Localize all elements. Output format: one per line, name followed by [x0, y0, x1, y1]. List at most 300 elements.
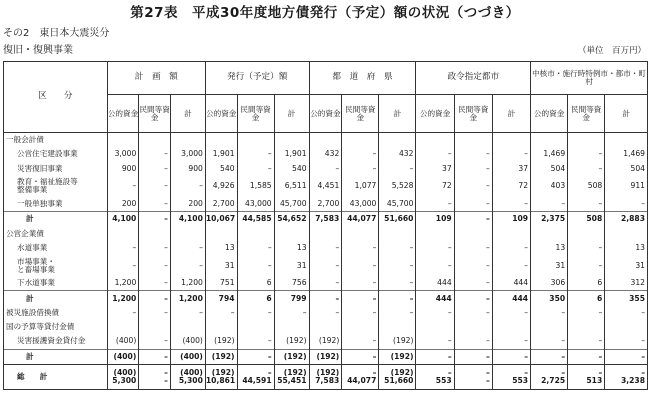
table-body — [4, 133, 648, 390]
row-value — [605, 133, 648, 148]
row-value: (192) — [205, 349, 237, 364]
row-value: 13 — [605, 241, 648, 255]
row-value: 13 — [205, 241, 237, 255]
row-value — [454, 133, 492, 148]
row-value-main: 553 — [435, 375, 452, 385]
row-value: 751 — [205, 276, 237, 291]
row-value — [492, 226, 530, 240]
row-label: 計 — [4, 212, 108, 227]
row-value: – — [568, 147, 605, 161]
row-value: (192) — [309, 349, 342, 364]
row-value — [237, 133, 274, 148]
row-value: 31 — [205, 255, 237, 276]
row-value — [274, 364, 309, 389]
row-label: 国の予算等貸付金債 — [4, 320, 108, 334]
row-value: 72 — [416, 176, 454, 197]
row-value-paren: – — [486, 367, 490, 377]
row-value: 1,469 — [531, 147, 568, 161]
row-value — [379, 364, 416, 389]
subheader-cell: 民間等資金 — [139, 95, 171, 133]
row-value: – — [139, 334, 171, 349]
row-value: 1,077 — [342, 176, 379, 197]
row-value: 911 — [605, 176, 648, 197]
row-value: 794 — [205, 291, 237, 306]
row-value — [170, 320, 205, 334]
row-value: 37 — [492, 162, 530, 176]
row-value: – — [492, 334, 530, 349]
row-value: – — [139, 291, 171, 306]
table-row — [4, 255, 648, 276]
row-value: 799 — [274, 291, 309, 306]
row-value: – — [492, 349, 530, 364]
row-value: – — [139, 255, 171, 276]
row-value: 540 — [274, 162, 309, 176]
row-value: 756 — [274, 276, 309, 291]
row-value: (192) — [274, 334, 309, 349]
row-value: – — [379, 291, 416, 306]
row-value: – — [568, 197, 605, 212]
row-label: 災害援護資金貸付金 — [4, 334, 108, 349]
row-value — [454, 320, 492, 334]
row-value: 6 — [568, 276, 605, 291]
row-value: 4,100 — [170, 212, 205, 227]
row-value: – — [170, 241, 205, 255]
row-value: – — [139, 276, 171, 291]
row-value — [342, 133, 379, 148]
row-value — [568, 133, 605, 148]
row-value: 312 — [605, 276, 648, 291]
row-value: – — [342, 349, 379, 364]
table-row — [4, 147, 648, 161]
row-value — [170, 226, 205, 240]
row-value: – — [342, 241, 379, 255]
row-value-paren: – — [447, 367, 452, 377]
row-value — [416, 320, 454, 334]
table-row — [4, 176, 648, 197]
row-value — [379, 133, 416, 148]
row-value — [531, 226, 568, 240]
row-value: – — [139, 349, 171, 364]
row-value-paren: (400) — [113, 367, 137, 377]
row-value: 1,469 — [605, 147, 648, 161]
row-value: – — [454, 291, 492, 306]
row-value: 1,901 — [274, 147, 309, 161]
row-value: 31 — [605, 255, 648, 276]
row-value: – — [309, 162, 342, 176]
row-value — [170, 364, 205, 389]
row-value: 6 — [237, 276, 274, 291]
row-value: – — [139, 306, 171, 320]
section-label: 復旧・復興事業 — [3, 45, 73, 56]
row-value: 1,200 — [170, 291, 205, 306]
row-value — [454, 364, 492, 389]
row-value: 5,528 — [379, 176, 416, 197]
row-value: 2,883 — [605, 212, 648, 227]
row-value: – — [107, 241, 139, 255]
row-value-paren: – — [641, 367, 645, 377]
row-value-main: 44,077 — [347, 375, 377, 385]
subheader-cell: 公的資金 — [309, 95, 342, 133]
subheader-cell: 民間等資金 — [454, 95, 492, 133]
row-value: – — [139, 241, 171, 255]
row-value: 4,451 — [309, 176, 342, 197]
row-value — [379, 320, 416, 334]
row-value: 54,652 — [274, 212, 309, 227]
row-value: 6 — [237, 291, 274, 306]
row-value: 10,067 — [205, 212, 237, 227]
row-value: (192) — [309, 334, 342, 349]
row-value: – — [379, 241, 416, 255]
subheader-cell: 民間等資金 — [342, 95, 379, 133]
row-value: – — [568, 241, 605, 255]
row-value-paren: (192) — [211, 367, 235, 377]
table-row — [4, 291, 648, 306]
row-label: 下水道事業 — [4, 276, 108, 291]
row-value — [605, 226, 648, 240]
row-value: 44,077 — [342, 212, 379, 227]
row-value — [107, 320, 139, 334]
row-value — [568, 226, 605, 240]
row-value — [492, 133, 530, 148]
row-value: 350 — [531, 291, 568, 306]
row-value — [205, 133, 237, 148]
row-value: 3,000 — [107, 147, 139, 161]
row-value-main: 10,861 — [205, 375, 236, 385]
row-value: (192) — [379, 349, 416, 364]
row-value: – — [379, 306, 416, 320]
row-value: – — [342, 306, 379, 320]
row-value: – — [416, 255, 454, 276]
row-value: 355 — [605, 291, 648, 306]
row-value-main: 513 — [586, 375, 603, 385]
row-value: 504 — [605, 162, 648, 176]
row-value: 43,000 — [237, 197, 274, 212]
row-value: – — [605, 334, 648, 349]
row-value: 6,511 — [274, 176, 309, 197]
row-value-main: – — [164, 375, 168, 385]
row-value: 1,901 — [205, 147, 237, 161]
row-value-main: 5,300 — [178, 375, 203, 385]
row-value: – — [605, 197, 648, 212]
row-value-main: 51,660 — [384, 375, 414, 385]
row-value: 45,700 — [274, 197, 309, 212]
row-value-paren: – — [164, 367, 168, 377]
row-value: – — [139, 212, 171, 227]
row-value: – — [309, 306, 342, 320]
row-value — [107, 226, 139, 240]
table-row — [4, 349, 648, 364]
row-value: 444 — [492, 276, 530, 291]
row-value: – — [492, 306, 530, 320]
table-row — [4, 364, 648, 389]
row-value — [309, 226, 342, 240]
row-value: – — [107, 306, 139, 320]
row-label: 被災施設借換債 — [4, 306, 108, 320]
row-value: – — [416, 147, 454, 161]
table-row — [4, 241, 648, 255]
row-value: (400) — [170, 334, 205, 349]
row-value — [492, 364, 530, 389]
row-value: – — [416, 306, 454, 320]
subheader-cell: 公的資金 — [107, 95, 139, 133]
row-value: (400) — [170, 349, 205, 364]
row-value: – — [568, 306, 605, 320]
row-value: – — [237, 255, 274, 276]
row-value — [107, 364, 139, 389]
row-value: – — [342, 147, 379, 161]
row-value: – — [342, 291, 379, 306]
table-row — [4, 306, 648, 320]
row-value: 200 — [107, 197, 139, 212]
row-value: (400) — [107, 349, 139, 364]
table-row — [4, 226, 648, 240]
row-value: – — [379, 255, 416, 276]
row-value: – — [454, 197, 492, 212]
row-value: 444 — [416, 276, 454, 291]
row-value: – — [531, 334, 568, 349]
row-value — [492, 320, 530, 334]
row-label: 水道事業 — [4, 241, 108, 255]
row-value: – — [237, 147, 274, 161]
row-value: 45,700 — [379, 197, 416, 212]
row-value: – — [605, 306, 648, 320]
row-value: – — [342, 162, 379, 176]
row-value: – — [379, 162, 416, 176]
row-value — [170, 133, 205, 148]
row-value: – — [237, 162, 274, 176]
row-value-paren: – — [372, 367, 377, 377]
row-value: – — [531, 349, 568, 364]
row-value-paren: (400) — [180, 367, 203, 377]
row-value: – — [531, 197, 568, 212]
row-value: – — [170, 306, 205, 320]
table-row — [4, 212, 648, 227]
row-value: 900 — [107, 162, 139, 176]
row-value: – — [274, 306, 309, 320]
row-value — [342, 226, 379, 240]
subheader-cell: 計 — [170, 95, 205, 133]
row-value-paren: (192) — [390, 367, 414, 377]
row-value: 1,200 — [170, 276, 205, 291]
row-value: – — [309, 255, 342, 276]
row-label: 計 — [4, 349, 108, 364]
row-value: 508 — [568, 176, 605, 197]
row-value: – — [568, 162, 605, 176]
row-value: – — [492, 241, 530, 255]
row-value-main: 553 — [512, 375, 529, 385]
subheader-cell: 計 — [379, 95, 416, 133]
row-value: 2,375 — [531, 212, 568, 227]
row-value: – — [568, 349, 605, 364]
row-value — [379, 226, 416, 240]
subheader-cell: 計 — [605, 95, 648, 133]
row-value: – — [170, 176, 205, 197]
row-value-paren: – — [524, 367, 529, 377]
row-label: 災害復旧事業 — [4, 162, 108, 176]
header-category: 区 分 — [4, 62, 108, 133]
row-value: – — [416, 241, 454, 255]
row-value — [139, 133, 171, 148]
row-value — [605, 320, 648, 334]
page-title: 第27表 平成30年度地方債発行（予定）額の状況（つづき） — [130, 5, 520, 21]
row-label: 一般単独事業 — [4, 197, 108, 212]
row-value: – — [492, 255, 530, 276]
table-row — [4, 197, 648, 212]
row-value — [416, 133, 454, 148]
row-value: – — [454, 212, 492, 227]
row-value: – — [139, 162, 171, 176]
row-value — [568, 320, 605, 334]
table-row — [4, 276, 648, 291]
row-value: – — [237, 241, 274, 255]
row-value: – — [454, 276, 492, 291]
row-value: 13 — [274, 241, 309, 255]
row-value: 432 — [379, 147, 416, 161]
row-value: (400) — [107, 334, 139, 349]
subtitle: その2 東日本大震災分 — [3, 28, 110, 39]
header-group-designated-city: 政令指定都市 — [416, 62, 531, 95]
row-value — [531, 133, 568, 148]
row-value — [309, 320, 342, 334]
row-value-paren: (192) — [316, 367, 340, 377]
subheader-cell: 計 — [274, 95, 309, 133]
row-value: – — [237, 349, 274, 364]
row-value: – — [605, 349, 648, 364]
row-value: – — [309, 276, 342, 291]
row-value — [274, 133, 309, 148]
row-value: 900 — [170, 162, 205, 176]
row-value: 7,583 — [309, 212, 342, 227]
row-label: 総 計 — [4, 364, 108, 389]
bond-issuance-table — [3, 61, 648, 390]
row-value: 6 — [568, 291, 605, 306]
row-label: 公営住宅建設事業 — [4, 147, 108, 161]
row-value: (192) — [274, 349, 309, 364]
row-value: – — [454, 241, 492, 255]
row-value — [454, 226, 492, 240]
row-value: 306 — [531, 276, 568, 291]
row-value: – — [416, 197, 454, 212]
row-label: 計 — [4, 291, 108, 306]
row-value — [274, 320, 309, 334]
row-value: 540 — [205, 162, 237, 176]
header-group-issued: 発行（予定）額 — [205, 62, 309, 95]
row-value: – — [309, 241, 342, 255]
subheader-cell: 公的資金 — [205, 95, 237, 133]
row-value: 51,660 — [379, 212, 416, 227]
row-value-main: 55,451 — [277, 375, 307, 385]
row-value: – — [107, 255, 139, 276]
row-value-paren: – — [598, 367, 603, 377]
row-value-main: 2,725 — [541, 375, 566, 385]
row-value: – — [454, 162, 492, 176]
row-value — [416, 364, 454, 389]
row-value: 444 — [492, 291, 530, 306]
row-value: – — [139, 197, 171, 212]
subheader-cell: 計 — [492, 95, 530, 133]
row-value — [531, 320, 568, 334]
row-value — [205, 226, 237, 240]
row-value: 109 — [492, 212, 530, 227]
row-value: – — [454, 306, 492, 320]
row-value: – — [454, 147, 492, 161]
row-value-paren: (192) — [283, 367, 307, 377]
row-value: – — [454, 255, 492, 276]
row-value-main: 44,591 — [242, 375, 272, 385]
subheader-cell: 民間等資金 — [237, 95, 274, 133]
row-label: 市場事業・ と畜場事業 — [4, 255, 108, 276]
row-label: 公営企業債 — [4, 226, 108, 240]
row-value — [107, 133, 139, 148]
row-value — [139, 226, 171, 240]
row-value — [309, 364, 342, 389]
row-value: 4,926 — [205, 176, 237, 197]
row-value: 444 — [416, 291, 454, 306]
row-value: – — [205, 306, 237, 320]
row-value: – — [454, 334, 492, 349]
header-group-municipality: 中核市・施行時特例市・都市・町村 — [531, 62, 648, 95]
row-value — [205, 320, 237, 334]
row-value: – — [416, 349, 454, 364]
table-row — [4, 162, 648, 176]
row-value — [237, 364, 274, 389]
row-value: 2,700 — [309, 197, 342, 212]
row-value — [205, 364, 237, 389]
subheader-cell: 公的資金 — [416, 95, 454, 133]
row-value — [139, 320, 171, 334]
row-value: – — [492, 147, 530, 161]
row-value: – — [454, 176, 492, 197]
row-value: 508 — [568, 212, 605, 227]
row-value: 4,100 — [107, 212, 139, 227]
row-value: 109 — [416, 212, 454, 227]
row-value: – — [309, 291, 342, 306]
row-value — [237, 320, 274, 334]
row-value: – — [139, 147, 171, 161]
row-value — [568, 364, 605, 389]
row-value: – — [568, 334, 605, 349]
row-value: – — [379, 276, 416, 291]
row-value: – — [416, 334, 454, 349]
row-value: – — [237, 334, 274, 349]
row-value: – — [454, 349, 492, 364]
row-value: 504 — [531, 162, 568, 176]
row-value: 200 — [170, 197, 205, 212]
unit-label: （単位 百万円） — [577, 46, 646, 56]
table-row — [4, 334, 648, 349]
row-value: 1,585 — [237, 176, 274, 197]
subheader-cell: 民間等資金 — [568, 95, 605, 133]
row-value: 2,700 — [205, 197, 237, 212]
row-value: 44,585 — [237, 212, 274, 227]
row-value: – — [139, 176, 171, 197]
row-value: 31 — [274, 255, 309, 276]
row-label: 一般会計債 — [4, 133, 108, 148]
row-value: 403 — [531, 176, 568, 197]
row-value: – — [107, 176, 139, 197]
row-value: (192) — [379, 334, 416, 349]
row-value: – — [531, 306, 568, 320]
row-value — [531, 364, 568, 389]
row-value — [605, 364, 648, 389]
row-value: – — [342, 255, 379, 276]
row-value — [139, 364, 171, 389]
row-value: 72 — [492, 176, 530, 197]
row-value — [416, 226, 454, 240]
row-value: – — [342, 276, 379, 291]
row-value: – — [342, 334, 379, 349]
row-value: 43,000 — [342, 197, 379, 212]
